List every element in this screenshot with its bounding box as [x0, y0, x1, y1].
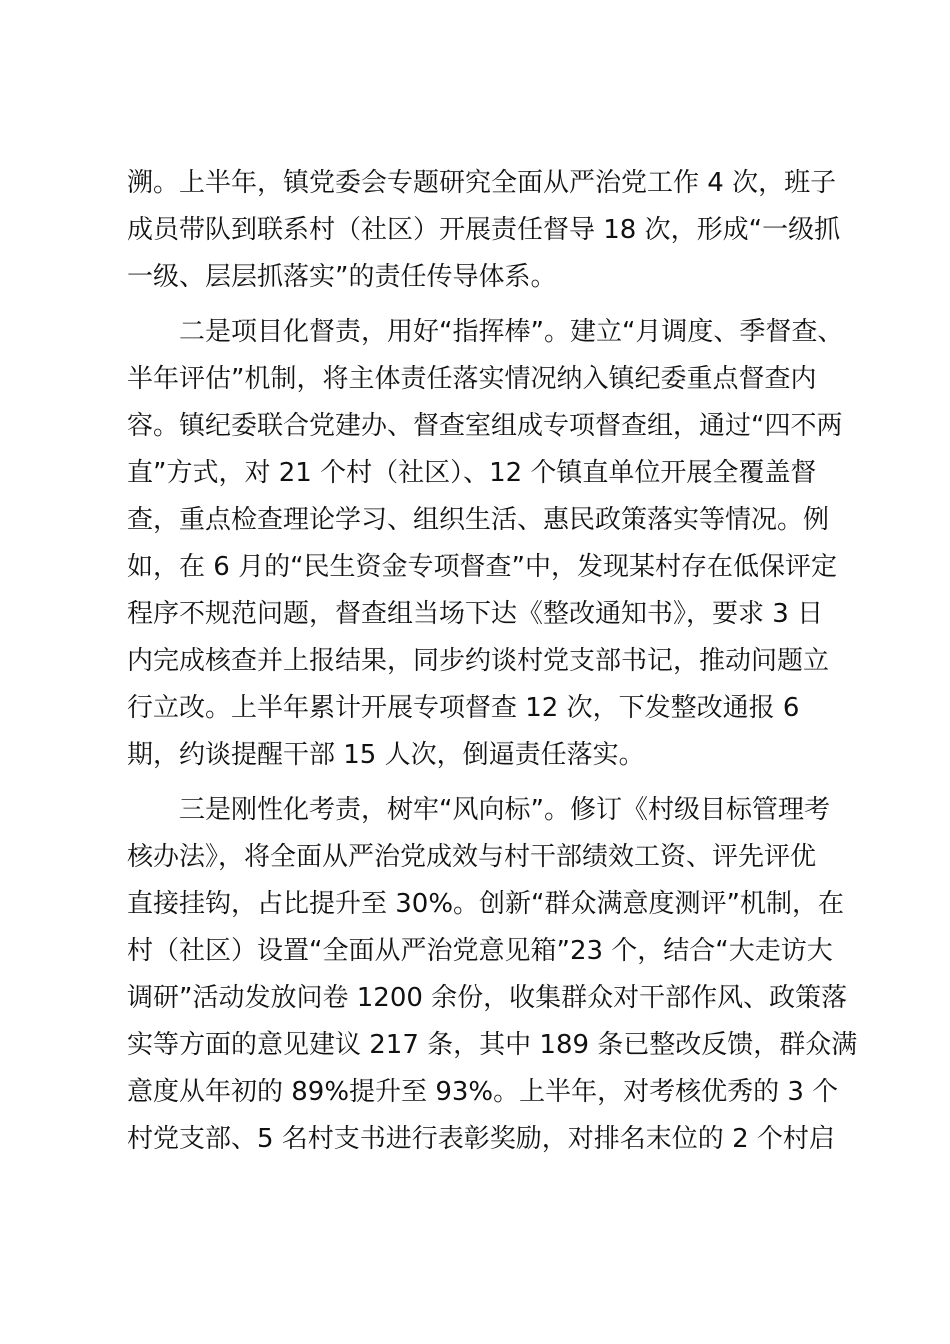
text-line: 程序不规范问题，督查组当场下达《整改通知书》，要求 3 日 — [127, 599, 824, 629]
text-line: 村党支部、5 名村支书进行表彰奖励，对排名末位的 2 个村启 — [127, 1124, 835, 1154]
text-line: 容。镇纪委联合党建办、督查室组成专项督查组，通过“四不两 — [127, 411, 843, 441]
text-line: 直接挂钩，占比提升至 30%。创新“群众满意度测评”机制，在 — [127, 889, 844, 919]
text-line: 调研”活动发放问卷 1200 余份，收集群众对干部作风、政策落 — [127, 983, 848, 1013]
text-line: 实等方面的意见建议 217 条，其中 189 条已整改反馈，群众满 — [127, 1030, 858, 1060]
text-line: 期，约谈提醒干部 15 人次，倒逼责任落实。 — [127, 740, 645, 770]
text-line: 内完成核查并上报结果，同步约谈村党支部书记，推动问题立 — [127, 646, 830, 676]
text-line: 核办法》，将全面从严治党成效与村干部绩效工资、评先评优 — [127, 842, 817, 872]
document-body — [127, 160, 858, 1163]
text-line: 如，在 6 月的“民生资金专项督查”中，发现某村存在低保评定 — [127, 552, 838, 582]
paragraph-gap — [127, 779, 837, 787]
paragraph-project-supervision — [127, 309, 844, 779]
text-line: 直”方式，对 21 个村（社区）、12 个镇直单位开展全覆盖督 — [127, 458, 817, 488]
text-line: 查，重点检查理论学习、组织生活、惠民政策落实等情况。例 — [127, 505, 830, 535]
text-line: 二是项目化督责，用好“指挥棒”。建立“月调度、季督查、 — [179, 317, 844, 347]
text-line: 半年评估”机制，将主体责任落实情况纳入镇纪委重点督查内 — [127, 364, 817, 394]
text-line: 成员带队到联系村（社区）开展责任督导 18 次，形成“一级抓 — [127, 215, 841, 245]
text-line: 村（社区）设置“全面从严治党意见箱”23 个，结合“大走访大 — [127, 936, 833, 966]
text-line: 三是刚性化考责，树牢“风向标”。修订《村级目标管理考 — [179, 795, 830, 825]
text-line: 溯。上半年，镇党委会专题研究全面从严治党工作 4 次，班子 — [127, 168, 837, 198]
text-line: 行立改。上半年累计开展专项督查 12 次，下发整改通报 6 — [127, 693, 800, 723]
text-line: 意度从年初的 89%提升至 93%。上半年，对考核优秀的 3 个 — [127, 1077, 839, 1107]
paragraph-rigid-assessment — [127, 787, 858, 1163]
paragraph-gap — [127, 301, 837, 309]
paragraph-continuation — [127, 160, 841, 301]
text-line: 一级、层层抓落实”的责任传导体系。 — [127, 262, 557, 292]
